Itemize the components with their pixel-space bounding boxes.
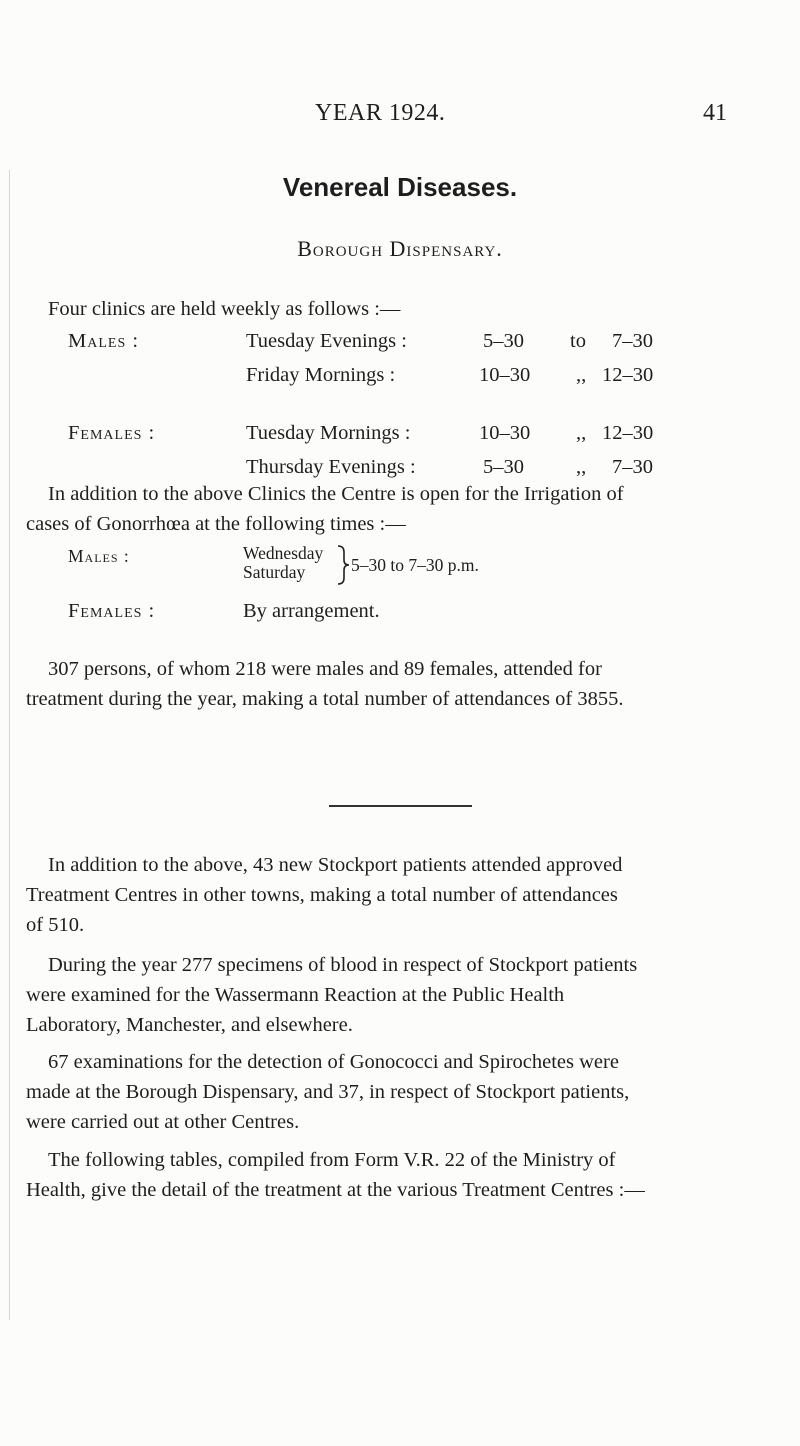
paragraph-line: The following tables, compiled from Form V.R. 22 of the Ministry of [48, 1149, 616, 1171]
paragraph-line: Health, give the detail of the treatment at the various Treatment Centres :— [26, 1179, 645, 1201]
page-number: 41 [703, 100, 727, 126]
schedule-start: 10–30 [479, 364, 531, 386]
paragraph-line: Laboratory, Manchester, and elsewhere. [26, 1014, 353, 1036]
schedule-start: 5–30 [483, 456, 524, 478]
attendance-line: 307 persons, of whom 218 were males and 89 females, attended for [48, 658, 602, 680]
schedule-end: 7–30 [612, 330, 653, 352]
schedule-day: Tuesday Mornings : [246, 422, 411, 444]
section-heading: Venereal Diseases. [282, 172, 518, 202]
irrigation-paragraph [26, 479, 624, 539]
females-label: Females : [68, 422, 156, 444]
irrigation-females-text: By arrangement. [243, 600, 380, 622]
clinics-intro: Four clinics are held weekly as follows :— [48, 298, 401, 320]
binding-edge-shadow [9, 170, 10, 1320]
irrigation-males-label: Males : [68, 546, 130, 566]
schedule-end: 12–30 [602, 422, 654, 444]
schedule-end: 12–30 [602, 364, 654, 386]
schedule-day: Tuesday Evenings : [246, 330, 407, 352]
irrigation-day: Wednesday [243, 543, 324, 563]
irrigation-line: In addition to the above Clinics the Centre is open for the Irrigation of [48, 483, 624, 505]
paragraph-line: During the year 277 specimens of blood in respect of Stockport patients [48, 954, 638, 976]
irrigation-day: Saturday [243, 562, 306, 582]
irrigation-times: 5–30 to 7–30 p.m. [351, 555, 479, 575]
paragraph [26, 950, 638, 1040]
attendance-paragraph [26, 654, 624, 714]
paragraph [26, 850, 623, 940]
running-head-title: YEAR 1924. [315, 100, 446, 126]
irrigation-females-label: Females : [68, 600, 156, 622]
schedule-day: Friday Mornings : [246, 364, 396, 386]
paragraph-line: Treatment Centres in other towns, making a total number of attendances [26, 884, 618, 906]
paragraph-line: In addition to the above, 43 new Stockport patients attended approved [48, 854, 623, 876]
schedule-separator: ,, [576, 456, 587, 478]
paragraph-line: 67 examinations for the detection of Gonococci and Spirochetes were [48, 1051, 619, 1073]
schedule-separator: ,, [576, 422, 587, 444]
irrigation-line: cases of Gonorrhœa at the following times :— [26, 513, 406, 535]
schedule-start: 5–30 [483, 330, 524, 352]
schedule-separator: ,, [576, 364, 587, 386]
paragraph-line: were examined for the Wassermann Reaction at the Public Health [26, 984, 565, 1006]
males-label: Males : [68, 330, 140, 352]
irrigation-days [243, 544, 323, 582]
section-divider [329, 805, 472, 807]
section-subheading: Borough Dispensary. [297, 236, 503, 261]
paragraph-line: of 510. [26, 914, 85, 936]
schedule-day: Thursday Evenings : [246, 456, 416, 478]
attendance-line: treatment during the year, making a total number of attendances of 3855. [26, 688, 624, 710]
schedule-start: 10–30 [479, 422, 531, 444]
paragraph-line: made at the Borough Dispensary, and 37, in respect of Stockport patients, [26, 1081, 630, 1103]
paragraph-line: were carried out at other Centres. [26, 1111, 300, 1133]
right-brace-icon [336, 544, 350, 586]
schedule-separator: to [570, 330, 586, 352]
paragraph [26, 1145, 645, 1205]
schedule-end: 7–30 [612, 456, 653, 478]
paragraph [26, 1047, 630, 1137]
